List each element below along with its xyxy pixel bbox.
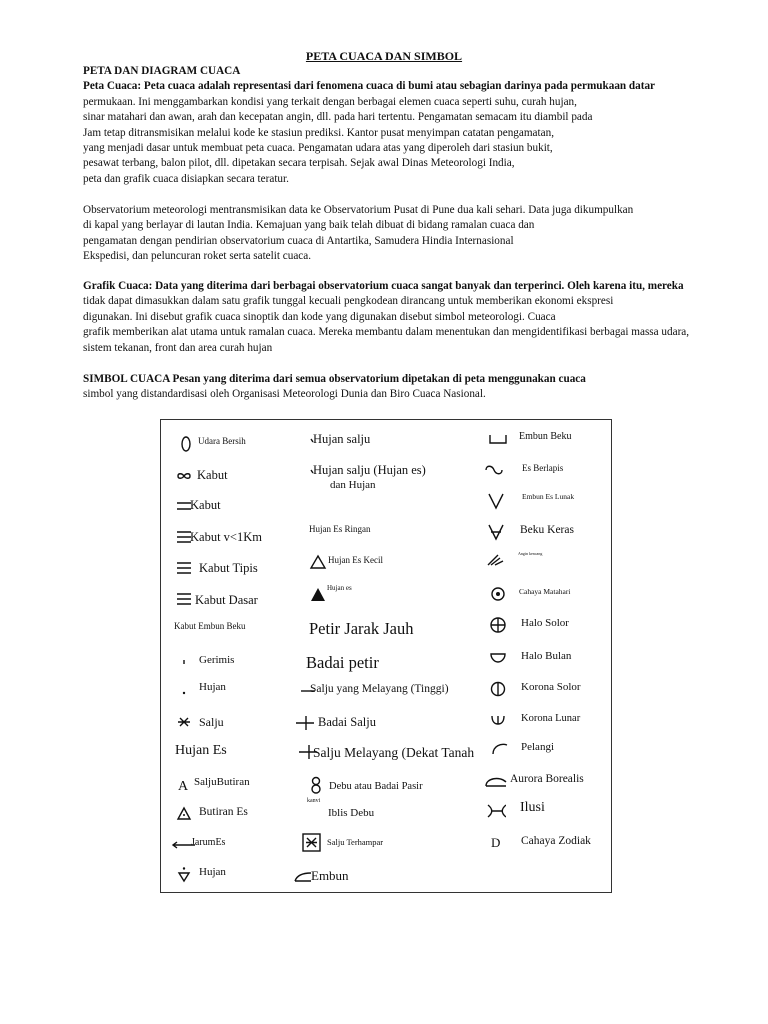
dot-icon bbox=[175, 680, 195, 700]
symbol-label: Hujan bbox=[199, 866, 226, 878]
paragraph-weather-symbols bbox=[83, 372, 753, 403]
symbol-label: Salju Melayang (Dekat Tanah bbox=[313, 745, 475, 760]
symbol-label: Hujan Es Kecil bbox=[328, 555, 383, 565]
symbol-label: Iblis Debu bbox=[328, 807, 375, 819]
symbol-label: Embun Beku bbox=[519, 431, 572, 442]
symbol-label: Kabut bbox=[190, 498, 221, 512]
symbol-label: Debu atau Badai Pasir bbox=[329, 781, 423, 792]
symbol-label: Salju yang Melayang (Tinggi) bbox=[310, 683, 449, 695]
half-moon-icon bbox=[489, 648, 509, 668]
symbol-label: Aurora Borealis bbox=[510, 773, 584, 785]
bracket-icon bbox=[487, 430, 509, 450]
symbol-label: Gerimis bbox=[199, 654, 235, 666]
zero-oval-icon bbox=[177, 434, 197, 454]
paragraph-line: simbol yang distandardisasi oleh Organisasi Meteorologi Dunia dan Biro Cuaca Nasional. bbox=[83, 388, 486, 401]
paragraph-weather-chart bbox=[83, 279, 753, 356]
dew-curve-icon bbox=[293, 866, 313, 886]
symbol-label: Angin kencang bbox=[518, 551, 543, 556]
symbol-label: Beku Keras bbox=[520, 524, 574, 536]
paragraph-lead: SIMBOL CUACA Pesan yang diterima dari semua observatorium dipetakan di peta menggunakan cuaca bbox=[83, 373, 586, 385]
mirage-icon bbox=[486, 800, 506, 820]
paragraph-line: Jam tetap ditransmisikan melalui kode ke stasiun prediksi. Kantor pusat menyimpan catatan pengamatan, bbox=[83, 126, 554, 139]
symbol-label: Udara Bersih bbox=[198, 436, 246, 446]
symbol-label: Hujan Es Ringan bbox=[309, 524, 371, 534]
symbol-label: Butiran Es bbox=[199, 806, 248, 818]
infinity-icon bbox=[175, 466, 195, 486]
symbol-label: Es Berlapis bbox=[522, 463, 564, 473]
paragraph-line: Observatorium meteorologi mentransmisikan data ke Observatorium Pusat di Pune dua kali sehari. Data juga dikumpulkan bbox=[83, 204, 634, 216]
symbol-label: Salju bbox=[199, 715, 224, 729]
symbol-label: Hujan Es bbox=[175, 743, 227, 758]
symbol-label: Halo Solor bbox=[521, 617, 569, 629]
symbol-label: Cahaya Matahari bbox=[519, 587, 571, 596]
symbol-label: Kabut v<1Km bbox=[190, 530, 262, 544]
paragraph-line: Ekspedisi, dan peluncuran roket serta satelit cuaca. bbox=[83, 250, 312, 263]
triangle-dot-icon bbox=[175, 804, 195, 824]
symbol-label: Kabut Dasar bbox=[195, 593, 258, 607]
letter-a-icon bbox=[175, 774, 195, 794]
three-lines-icon bbox=[175, 589, 195, 609]
svg-text:A: A bbox=[178, 779, 189, 794]
symbol-label: Korona Lunar bbox=[521, 713, 581, 724]
paragraph-line: pesawat terbang, balon pilot, dll. dipetakan secara terpisah. Sejak awal Dinas Meteorologi India, bbox=[83, 157, 515, 170]
symbol-label: JarumEs bbox=[191, 837, 226, 848]
triangle-filled-icon bbox=[309, 584, 329, 604]
cross-arrow-icon bbox=[296, 713, 316, 733]
boxed-asterisk-icon bbox=[302, 832, 322, 852]
symbol-label: Badai petir bbox=[306, 653, 379, 672]
letter-d-icon bbox=[489, 832, 509, 852]
gust-icon bbox=[486, 550, 506, 570]
circle-dot-icon bbox=[489, 584, 509, 604]
symbol-label: Embun bbox=[311, 868, 349, 883]
paragraph-line: peta dan grafik cuaca disiapkan secara teratur. bbox=[83, 172, 289, 185]
section-heading: PETA DAN DIAGRAM CUACA bbox=[83, 65, 241, 77]
paragraph-line: tidak dapat dimasukkan dalam satu grafik tunggal kecuali pengkodean dirancang untuk memberikan ekonomi ekspresi bbox=[83, 295, 614, 308]
cup-icon bbox=[489, 710, 509, 730]
aurora-arc-icon bbox=[484, 770, 508, 790]
symbol-label: Pelangi bbox=[521, 741, 554, 753]
symbol-label: Petir Jarak Jauh bbox=[309, 619, 414, 638]
paragraph-line: digunakan. Ini disebut grafik cuaca sinoptik dan kode yang digunakan disebut simbol meteorologi. Cuaca bbox=[83, 310, 556, 323]
paragraph-observatory bbox=[83, 203, 753, 265]
v-triangle-icon bbox=[486, 521, 506, 541]
symbol-label-line2: dan Hujan bbox=[330, 479, 376, 491]
paragraph-line: pengamatan dengan pendirian observatorium cuaca di Antartika, Samudera Hindia Internasional bbox=[83, 234, 514, 247]
three-lines-icon bbox=[175, 558, 195, 578]
down-triangle-dot-icon bbox=[175, 864, 195, 884]
paragraph-weather-map bbox=[83, 64, 753, 187]
paragraph-line: sinar matahari dan awan, arah dan kecepatan angin, dll. pada hari tertentu. Pengamatan semacam itu diambil pada bbox=[83, 111, 593, 124]
symbol-label: Cahaya Zodiak bbox=[521, 835, 591, 847]
v-icon bbox=[486, 490, 506, 510]
paragraph-lead: Grafik Cuaca: Data yang diterima dari berbagai observatorium cuaca sangat banyak dan terperinci. Oleh karena itu, mereka bbox=[83, 280, 684, 292]
paragraph-lead: Peta Cuaca: Peta cuaca adalah representasi dari fenomena cuaca di bumi atau sebagian darinya pada permukaan datar bbox=[83, 80, 656, 93]
arc-icon bbox=[491, 739, 511, 759]
symbol-label: Badai Salju bbox=[318, 715, 376, 729]
symbol-label: SaljuButiran bbox=[194, 776, 250, 788]
symbol-label: Hujan salju (Hujan es) bbox=[313, 463, 426, 477]
symbol-label: Halo Bulan bbox=[521, 650, 572, 662]
paragraph-line: grafik memberikan alat utama untuk ramalan cuaca. Mereka membantu dalam menentukan dan mengidentifikasi berbagai massa udara, bbox=[83, 326, 690, 339]
symbol-label: Hujan es bbox=[327, 584, 352, 592]
paragraph-line: yang menjadi dasar untuk membuat peta cuaca. Pengamatan udara atas yang diperoleh dari stasiun bukit, bbox=[83, 142, 553, 155]
symbol-label: Salju Terhampar bbox=[327, 837, 384, 847]
tilde-loop-icon bbox=[484, 460, 506, 480]
comma-dot-icon bbox=[175, 652, 195, 672]
symbol-small-note: kanvi bbox=[307, 798, 321, 804]
symbol-label: Kabut Embun Beku bbox=[174, 621, 246, 631]
weather-symbol-table bbox=[160, 419, 612, 893]
symbol-label: Kabut Tipis bbox=[199, 561, 258, 575]
symbol-label: Korona Solor bbox=[521, 681, 581, 693]
paragraph-line: di kapal yang berlayar di lautan India. Kemajuan yang baik telah dibuat di bidang ramalan cuaca dan bbox=[83, 219, 535, 232]
symbol-label: Kabut bbox=[197, 468, 228, 482]
triangle-outline-icon bbox=[309, 552, 329, 572]
paragraph-line: permukaan. Ini menggambarkan kondisi yang terkait dengan berbagai elemen cuaca seperti suhu, curah hujan, bbox=[83, 95, 577, 108]
circle-cross-icon bbox=[489, 615, 509, 635]
symbol-label: Ilusi bbox=[520, 800, 545, 815]
symbol-label: Embun Es Lunak bbox=[522, 492, 575, 501]
asterisk-icon bbox=[175, 712, 195, 732]
paragraph-line: sistem tekanan, front dan area curah hujan bbox=[83, 341, 273, 354]
circle-bar-icon bbox=[489, 679, 509, 699]
symbol-label: Hujan bbox=[199, 681, 226, 693]
symbol-label: Hujan salju bbox=[313, 432, 371, 446]
figure-eight-icon bbox=[307, 775, 327, 795]
page-title: PETA CUACA DAN SIMBOL bbox=[305, 49, 463, 63]
svg-text:D: D bbox=[491, 835, 501, 850]
